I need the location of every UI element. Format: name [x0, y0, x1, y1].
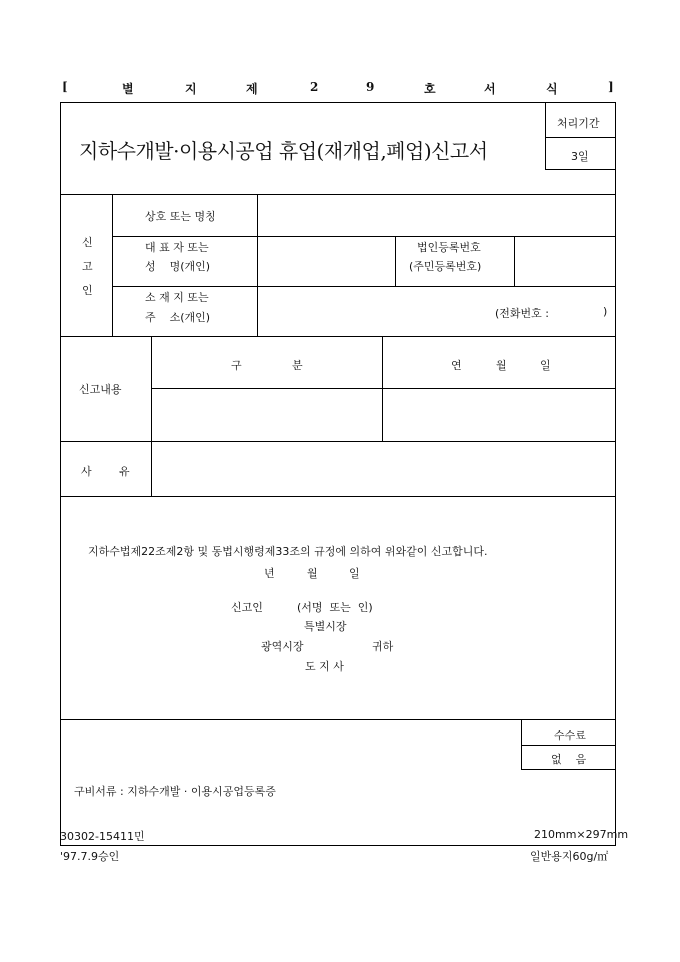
- divider: [545, 137, 616, 138]
- phone-label-close: ): [603, 305, 608, 318]
- reason-label: 사: [81, 465, 92, 478]
- reason-label: 유: [119, 465, 130, 478]
- declaration-statement: 지하수법제22조제2항 및 동법시행령제33조의 규정에 의하여 위와같이 신고합니다.: [88, 545, 488, 558]
- phone-label: (전화번호 :: [495, 307, 549, 320]
- paper-type: 일반용지60g/㎡: [530, 850, 609, 863]
- form-header-bracket-close: ]: [608, 80, 614, 94]
- divider: [545, 103, 546, 169]
- form-title: 지하수개발·이용시공업 휴업(재개업,폐업)신고서: [79, 139, 488, 163]
- divider: [257, 194, 258, 336]
- form-header-char: 제: [246, 82, 258, 96]
- recipient: 도 지 사: [305, 660, 344, 673]
- form-header-char: 식: [546, 82, 558, 96]
- recipient: 특별시장: [304, 620, 347, 633]
- divider: [112, 286, 616, 287]
- fee-label: 수수료: [554, 729, 586, 742]
- processing-period-value: 3일: [571, 150, 589, 163]
- declaration-date: 월: [307, 567, 318, 580]
- form-header-bracket-open: [: [62, 80, 68, 94]
- corp-registration-label: (주민등록번호): [409, 260, 482, 273]
- required-documents: 구비서류 : 지하수개발 · 이용시공업등록증: [74, 785, 276, 798]
- category-header: 구: [231, 359, 242, 372]
- divider: [151, 388, 616, 389]
- signer-note: (서명 또는 인): [297, 601, 373, 614]
- divider: [61, 194, 616, 195]
- form-frame: [60, 102, 616, 846]
- divider: [112, 236, 616, 237]
- recipient-honorific: 귀하: [372, 640, 394, 653]
- form-header-char: 호: [424, 82, 436, 96]
- paper-size: 210mm×297mm: [534, 828, 629, 841]
- reporter-label: 고: [82, 260, 93, 273]
- divider: [61, 336, 616, 337]
- approval-date: '97.7.9승인: [60, 850, 120, 863]
- address-label: 소 재 지 또는: [145, 291, 209, 304]
- business-name-label: 상호 또는 명칭: [145, 210, 216, 223]
- signer-label: 신고인: [231, 601, 263, 614]
- divider: [61, 719, 616, 720]
- reporter-label: 신: [82, 236, 93, 249]
- divider: [395, 236, 396, 286]
- divider: [521, 769, 616, 770]
- divider: [521, 745, 616, 746]
- date-header: 월: [496, 359, 507, 372]
- representative-label: 성 명(개인): [145, 260, 211, 273]
- declaration-date: 일: [349, 567, 360, 580]
- recipient: 광역시장: [261, 640, 304, 653]
- divider: [61, 441, 616, 442]
- form-header-char: 2: [310, 80, 319, 94]
- form-number: 30302-15411민: [60, 830, 145, 843]
- divider: [545, 169, 616, 170]
- date-header: 연: [451, 359, 462, 372]
- corp-registration-label: 법인등록번호: [417, 241, 481, 254]
- divider: [521, 719, 522, 769]
- divider: [61, 496, 616, 497]
- divider: [514, 236, 515, 286]
- form-header-char: 별: [122, 82, 134, 96]
- form-header-char: 지: [185, 82, 197, 96]
- declaration-date: 년: [264, 567, 275, 580]
- processing-period-label: 처리기간: [557, 117, 600, 130]
- date-header: 일: [540, 359, 551, 372]
- divider: [151, 336, 152, 496]
- fee-value: 없 음: [551, 753, 587, 766]
- report-content-label: 신고내용: [79, 383, 122, 396]
- divider: [112, 194, 113, 336]
- reporter-label: 인: [82, 284, 93, 297]
- representative-label: 대 표 자 또는: [145, 241, 209, 254]
- address-label: 주 소(개인): [145, 311, 211, 324]
- category-header: 분: [292, 359, 303, 372]
- form-header-char: 서: [484, 82, 496, 96]
- form-header-char: 9: [366, 80, 375, 94]
